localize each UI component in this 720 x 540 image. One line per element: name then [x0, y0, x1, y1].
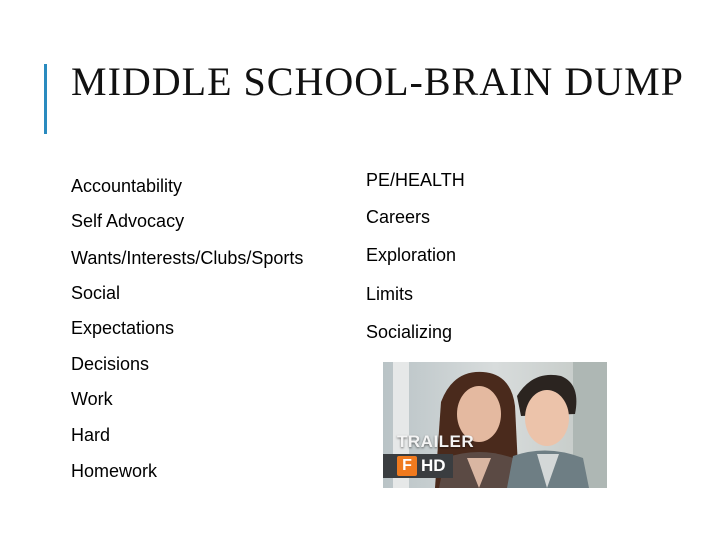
trailer-video-thumbnail[interactable]: [383, 362, 607, 488]
list-item: Exploration: [366, 245, 457, 265]
list-item: Hard: [71, 425, 111, 445]
list-item: Wants/Interests/Clubs/Sports: [71, 248, 304, 268]
list-item: Work: [71, 389, 113, 409]
list-item: Expectations: [71, 318, 175, 338]
list-item: Careers: [366, 207, 431, 227]
list-item: Homework: [71, 461, 158, 481]
slide-title: MIDDLE SCHOOL-BRAIN DUMP: [71, 59, 684, 104]
list-item: Social: [71, 283, 121, 303]
list-item: PE/HEALTH: [366, 170, 465, 190]
list-item: Decisions: [71, 354, 150, 374]
hd-badge: [383, 454, 453, 478]
list-item: Accountability: [71, 176, 183, 196]
list-item: Limits: [366, 284, 414, 304]
hd-label: HD: [421, 456, 446, 475]
trailer-label: TRAILER: [397, 432, 475, 451]
list-item: Self Advocacy: [71, 211, 185, 231]
title-accent-bar: [44, 64, 47, 134]
list-item: Socializing: [366, 322, 453, 342]
fandango-logo-icon: F: [397, 456, 417, 476]
